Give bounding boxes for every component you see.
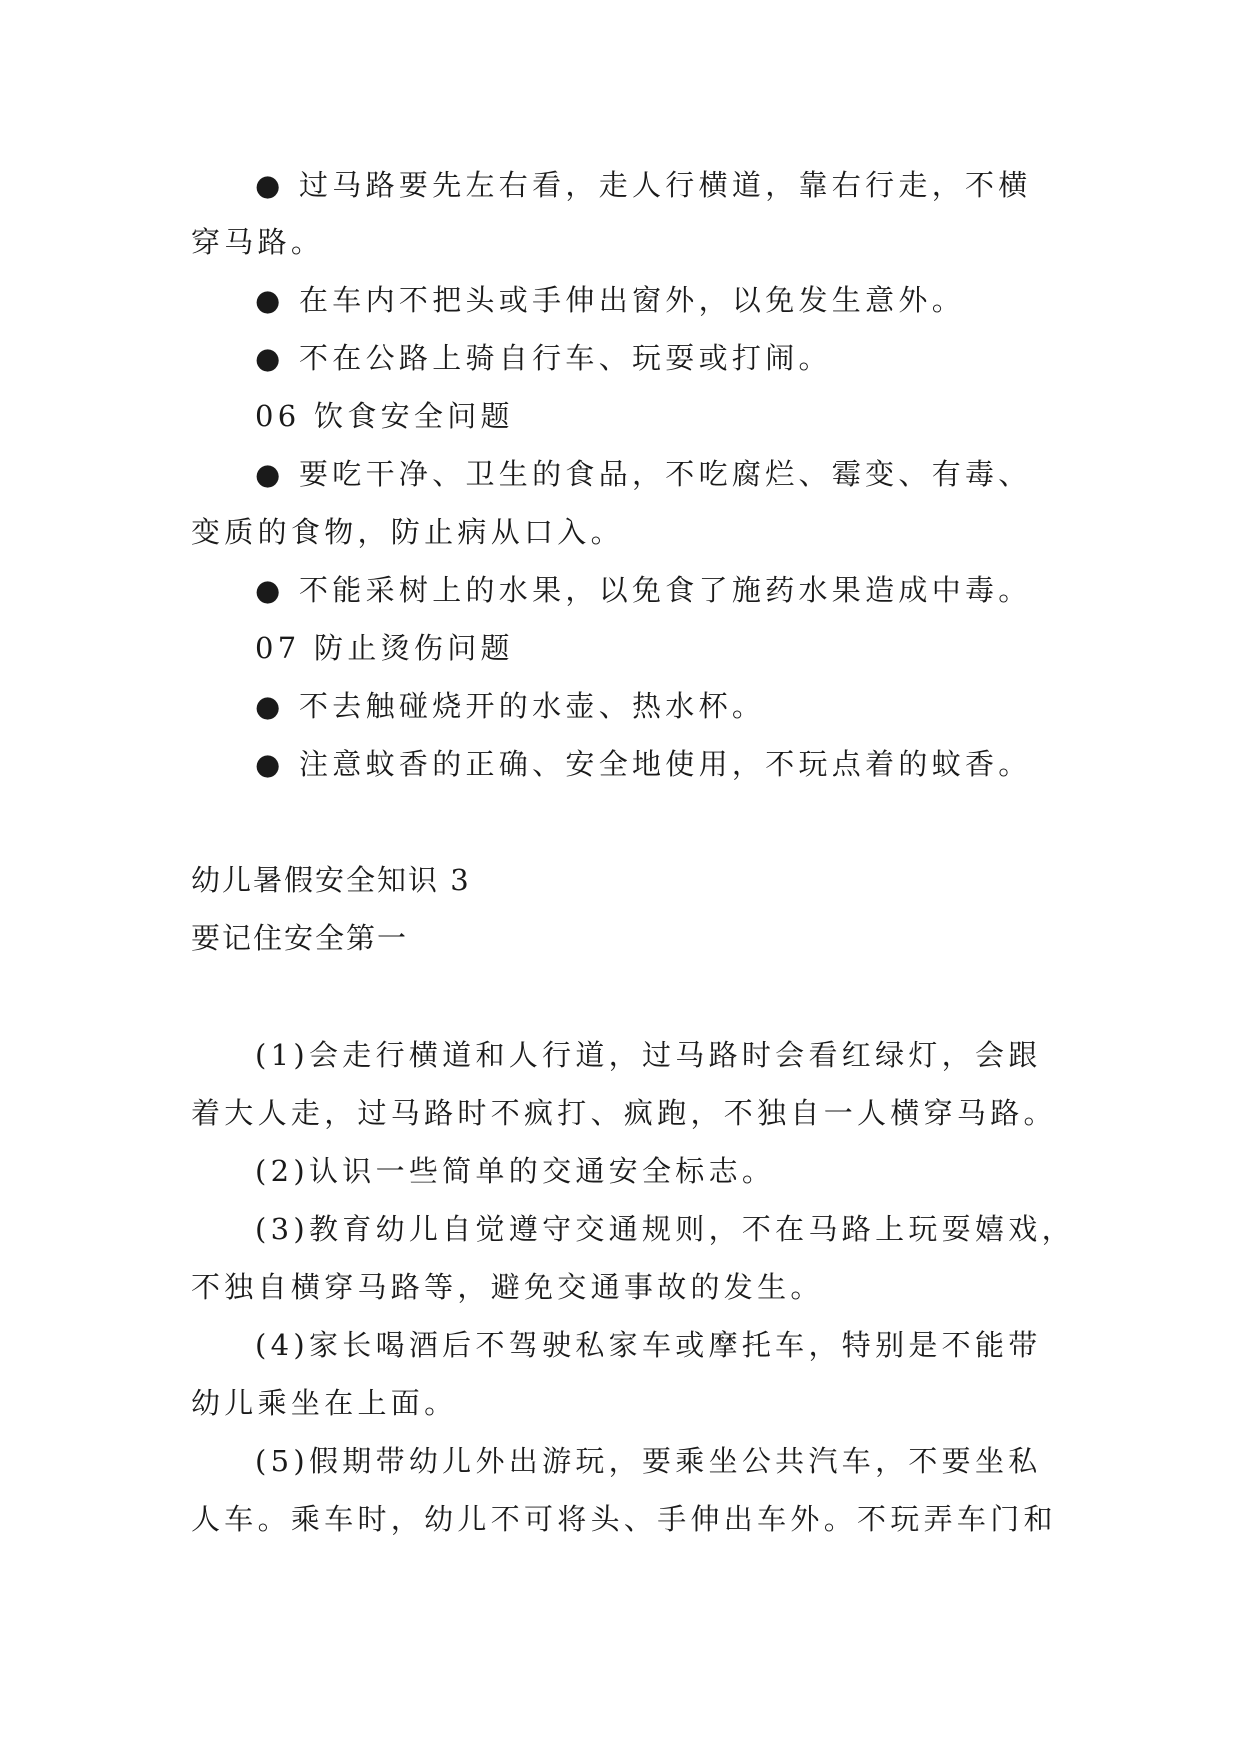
bullet-dot-icon: ● [255, 168, 285, 202]
paragraph-1: (1)会走行横道和人行道，过马路时会看红绿灯，会跟 [255, 1038, 1042, 1072]
paragraph-2: (2)认识一些简单的交通安全标志。 [255, 1154, 776, 1188]
paragraph-1-continuation: 着大人走，过马路时不疯打、疯跑，不独自一人横穿马路。 [191, 1096, 1057, 1130]
bullet-text: 不能采树上的水果，以免食了施药水果造成中毒。 [299, 573, 1032, 607]
bullet-text: 不去触碰烧开的水壶、热水杯。 [299, 689, 766, 723]
bullet-text: 注意蚊香的正确、安全地使用，不玩点着的蚊香。 [299, 747, 1032, 781]
bullet-dot-icon: ● [255, 573, 285, 607]
paragraph-4: (4)家长喝酒后不驾驶私家车或摩托车，特别是不能带 [255, 1328, 1042, 1362]
bullet-dot-icon: ● [255, 341, 285, 375]
bullet-item [255, 454, 1241, 494]
bullet-item [255, 744, 1241, 784]
bullet-item [255, 570, 1241, 610]
bullet-text: 在车内不把头或手伸出窗外，以免发生意外。 [299, 283, 966, 317]
section-heading-06: 06 饮食安全问题 [255, 399, 514, 433]
bullet-item [255, 280, 1241, 320]
paragraph-3-continuation: 不独自横穿马路等，避免交通事故的发生。 [191, 1270, 824, 1304]
bullet-dot-icon: ● [255, 457, 285, 491]
bullet-text: 过马路要先左右看，走人行横道，靠右行走，不横 [299, 168, 1032, 202]
bullet-dot-icon: ● [255, 283, 285, 317]
section-heading-07: 07 防止烫伤问题 [255, 631, 514, 665]
paragraph-5: (5)假期带幼儿外出游玩，要乘坐公共汽车，不要坐私 [255, 1444, 1042, 1478]
paragraph-4-continuation: 幼儿乘坐在上面。 [191, 1386, 458, 1420]
paragraph-5-continuation: 人车。乘车时，幼儿不可将头、手伸出车外。不玩弄车门和 [191, 1502, 1057, 1536]
document-title: 幼儿暑假安全知识 3 [191, 863, 471, 897]
bullet-item [255, 338, 1241, 378]
document-subtitle: 要记住安全第一 [191, 921, 409, 955]
bullet-dot-icon: ● [255, 689, 285, 723]
paragraph-3: (3)教育幼儿自觉遵守交通规则，不在马路上玩耍嬉戏， [255, 1212, 1075, 1246]
bullet-text: 要吃干净、卫生的食品，不吃腐烂、霉变、有毒、 [299, 457, 1032, 491]
bullet-continuation: 变质的食物，防止病从口入。 [191, 515, 624, 549]
bullet-item [255, 165, 1241, 205]
bullet-text: 不在公路上骑自行车、玩耍或打闹。 [299, 341, 832, 375]
bullet-continuation: 穿马路。 [191, 225, 325, 259]
bullet-item [255, 686, 1241, 726]
bullet-dot-icon: ● [255, 747, 285, 781]
